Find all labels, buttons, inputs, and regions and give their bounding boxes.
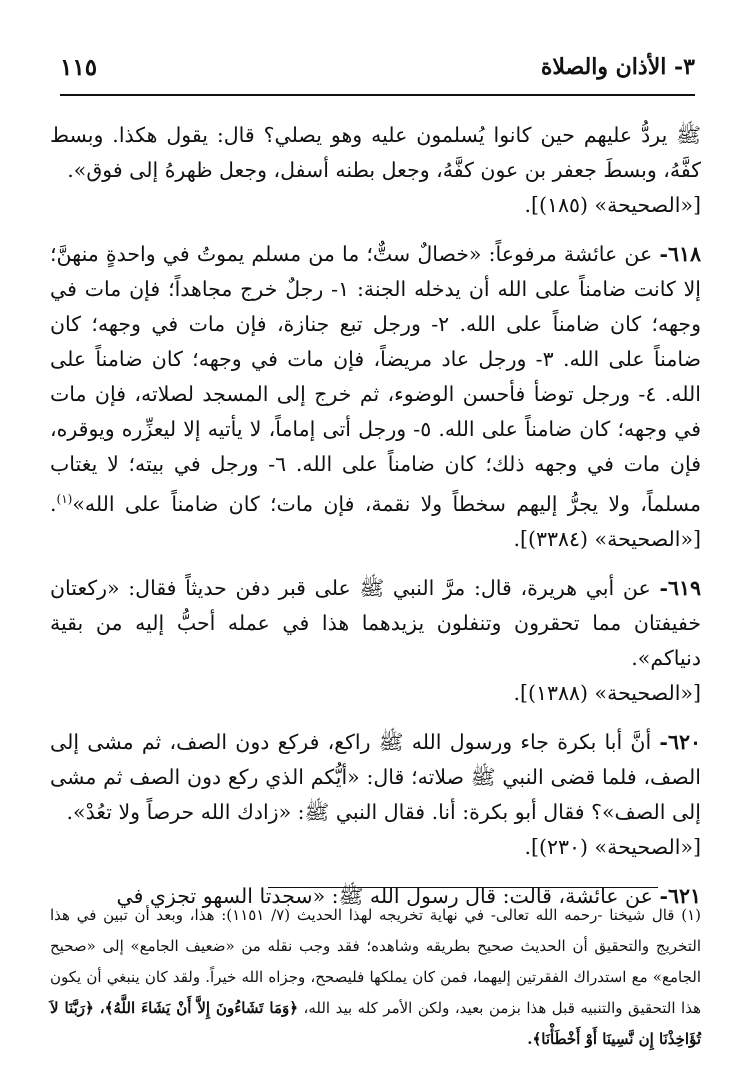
hadith-number: ٦١٩-: [659, 575, 701, 600]
paragraph-text: عن أبي هريرة، قال: مرَّ النبي ﷺ على قبر دفن حديثاً فقال: «ركعتان خفيفتان مما تحقرون وتنفلون يزيدهما هذا في عمله أحبُّ إليه من بقية دنياكم».: [50, 575, 701, 670]
paragraph-text: ﷺ يردُّ عليهم حين كانوا يُسلمون عليه وهو يصلي؟ قال: يقول هكذا. وبسط كفَّهُ، وبسطَ جعفر بن عون كفَّهُ، وجعل بطنه أسفل، وجعل ظهرهُ إلى فوق».: [50, 123, 701, 182]
source-reference: . [«الصحيحة» (٣٣٨٤)].: [50, 491, 701, 551]
page-header: [60, 48, 695, 96]
source-reference: [«الصحيحة» (١٣٨٨)].: [513, 680, 701, 705]
hadith-number: ٦٢٠-: [659, 729, 701, 754]
hadith-number: ٦٢١-: [659, 883, 701, 908]
hadith-number: ٦١٨-: [659, 242, 701, 266]
hadith-paragraph: [50, 725, 701, 865]
paragraph-text: عن عائشة، قالت: قال رسول الله ﷺ: «سجدتا السهو تجزي في: [116, 883, 653, 908]
footnote-text: (١) قال شيخنا -رحمه الله تعالى- في نهاية تخريجه لهذا الحديث (٧/ ١١٥١): هذا، وبعد أن تبين في هذا التخريج والتحقيق أن الحديث صحيح بطريقه وشاهده؛ فقد وجب نقله من «ضعيف الجامع» إلى «صحيح الجامع» مع استدراك الفقرتين إليهما، فمن كان يملكها فليصحح، وجزاه الله خيراً. ولقد كان ينبغي أن يكون هذا التحقيق والتنبيه قبل هذا بزمن بعيد، ولكن الأمر كله بيد الله،: [50, 906, 701, 1017]
hadith-paragraph: [50, 237, 701, 557]
source-reference: [«الصحيحة» (٢٣٠)].: [524, 834, 701, 859]
quran-verse: ﴿وَمَا تَشَاءُونَ إِلاَّ أَنْ يَشَاءَ اللَّهُ﴾، ﴿رَبَّنَا لاَ تُؤَاخِذْنَا إِن نَّسِينَا أَوْ أَخْطَأْنَا﴾.: [50, 999, 701, 1048]
footnote: [50, 900, 701, 1055]
page-number: ١١٥: [60, 54, 98, 81]
hadith-paragraph: [50, 571, 701, 711]
source-reference: [«الصحيحة» (١٨٥)].: [524, 193, 701, 217]
hadith-paragraph: [50, 118, 701, 223]
page-body: [50, 118, 701, 928]
chapter-title: ٣- الأذان والصلاة: [540, 54, 695, 80]
paragraph-text: عن عائشة مرفوعاً: «خصالٌ ستٌّ؛ ما من مسلم يموتُ في واحدةٍ منهنَّ؛ إلا كانت ضامناً على الله أن يدخله الجنة: ١- رجلٌ خرج مجاهداً؛ فإن مات في وجهه؛ كان ضامناً على الله. ٢- ورجل تبع جنازة، فإن مات في وجهه؛ كان ضامناً على الله. ٣- ورجل عاد مريضاً، فإن مات في وجهه؛ كان ضامناً على الله. ٤- ورجل توضأ فأحسن الوضوء، ثم خرج إلى المسجد لصلاته، فإن مات في وجهه؛ كان ضامناً على الله. ٥- ورجل أتى إماماً، لا يأتيه إلا ليعزِّره ويوقره، فإن مات في وجهه ذلك؛ كان ضامناً على الله. ٦- ورجل في بيته؛ لا يغتاب مسلماً، ولا يجرُّ إليهم سخطاً ولا نقمة، فإن مات؛ كان ضامناً على الله»: [50, 242, 702, 516]
footnote-mark: (١): [56, 492, 73, 506]
paragraph-text: أنَّ أبا بكرة جاء ورسول الله ﷺ راكع، فركع دون الصف، ثم مشى إلى الصف، فلما قضى النبي ﷺ صلاته؛ قال: «أيُّكم الذي ركع دون الصف ثم مشى إلى الصف»؟ فقال أبو بكرة: أنا. فقال النبي ﷺ: «زادك الله حرصاً ولا تعُدْ».: [50, 729, 701, 824]
footnote-divider: [268, 887, 658, 888]
